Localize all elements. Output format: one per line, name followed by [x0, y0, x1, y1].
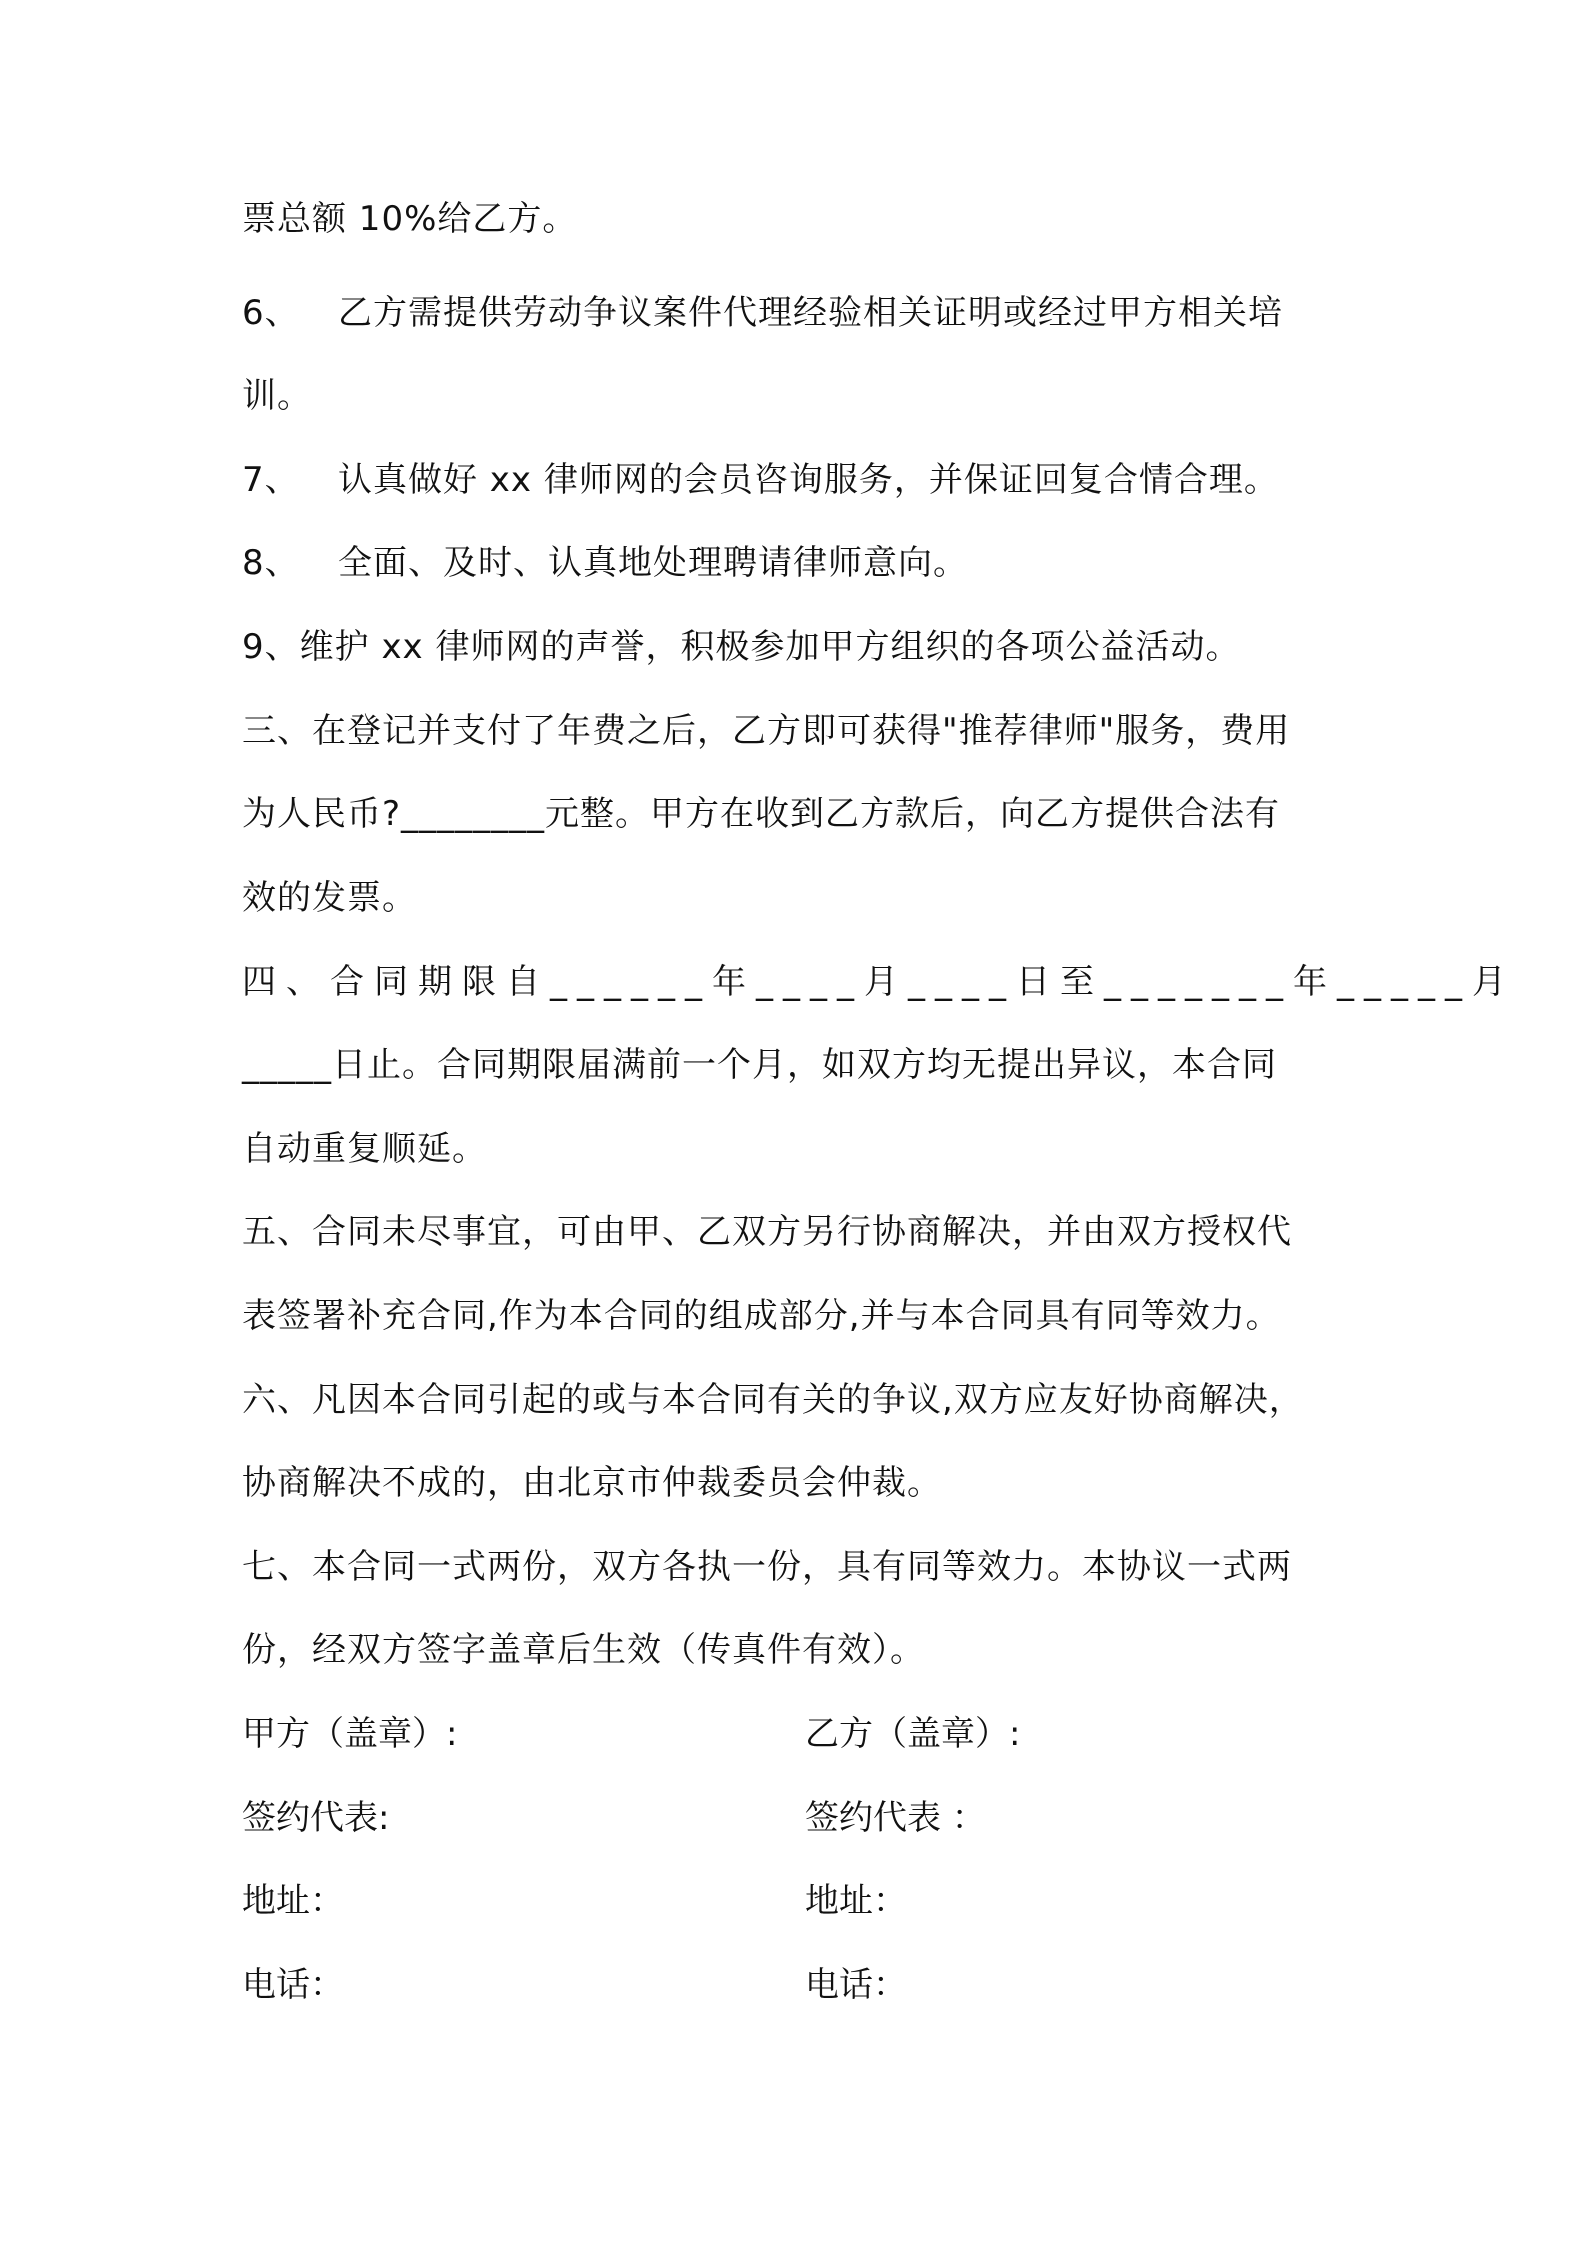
clause-6-line: 六、凡因本合同引起的或与本合同有关的争议,双方应友好协商解决，: [242, 1380, 1304, 1420]
list-number: 6、: [242, 293, 300, 333]
clause-3-line: 为人民币?________元整。甲方在收到乙方款后，向乙方提供合法有: [242, 794, 1281, 834]
list-number: 8、: [242, 543, 300, 583]
clause-3-line: 三、在登记并支付了年费之后，乙方即可获得"推荐律师"服务，费用: [242, 711, 1291, 751]
clause-7-line: 份，经双方签字盖章后生效（传真件有效）。: [242, 1630, 925, 1670]
clause-4-line: _____日止。合同期限届满前一个月，如双方均无提出异议，本合同: [242, 1045, 1277, 1085]
party-b-representative-label: 签约代表 ：: [805, 1798, 986, 1838]
clause-3-line: 效的发票。: [242, 878, 417, 918]
party-b-seal-label: 乙方（盖章）:: [805, 1714, 1021, 1754]
clause-7-line: 七、本合同一式两份，双方各执一份，具有同等效力。本协议一式两: [242, 1547, 1292, 1587]
party-a-phone-label: 电话：: [242, 1965, 344, 2005]
paragraph-line: 票总额 10%给乙方。: [242, 199, 578, 239]
clause-4-line: 四、合同期限自______年____月____日至_______年_____月: [242, 962, 1516, 1002]
clause-5-line: 表签署补充合同,作为本合同的组成部分,并与本合同具有同等效力。: [242, 1296, 1281, 1336]
list-item-text: 认真做好 xx 律师网的会员咨询服务，并保证回复合情合理。: [338, 460, 1279, 500]
list-item-7: [242, 458, 1362, 502]
list-item-text: 全面、及时、认真地处理聘请律师意向。: [338, 543, 968, 583]
party-a-representative-label: 签约代表:: [242, 1798, 390, 1838]
list-item-9: 9、维护 xx 律师网的声誉，积极参加甲方组织的各项公益活动。: [242, 627, 1241, 667]
party-b-address-label: 地址：: [805, 1881, 907, 1921]
clause-5-line: 五、合同未尽事宜，可由甲、乙双方另行协商解决，并由双方授权代: [242, 1212, 1292, 1252]
list-item-8: [242, 541, 1362, 585]
party-b-phone-label: 电话：: [805, 1965, 907, 2005]
list-number: 7、: [242, 460, 300, 500]
clause-6-line: 协商解决不成的，由北京市仲裁委员会仲裁。: [242, 1463, 942, 1503]
list-item-6: [242, 291, 1362, 335]
paragraph-line: 训。: [242, 376, 312, 416]
list-item-text: 乙方需提供劳动争议案件代理经验相关证明或经过甲方相关培: [338, 293, 1283, 333]
party-a-seal-label: 甲方（盖章）:: [242, 1714, 458, 1754]
party-a-address-label: 地址：: [242, 1881, 344, 1921]
clause-4-line: 自动重复顺延。: [242, 1129, 487, 1169]
